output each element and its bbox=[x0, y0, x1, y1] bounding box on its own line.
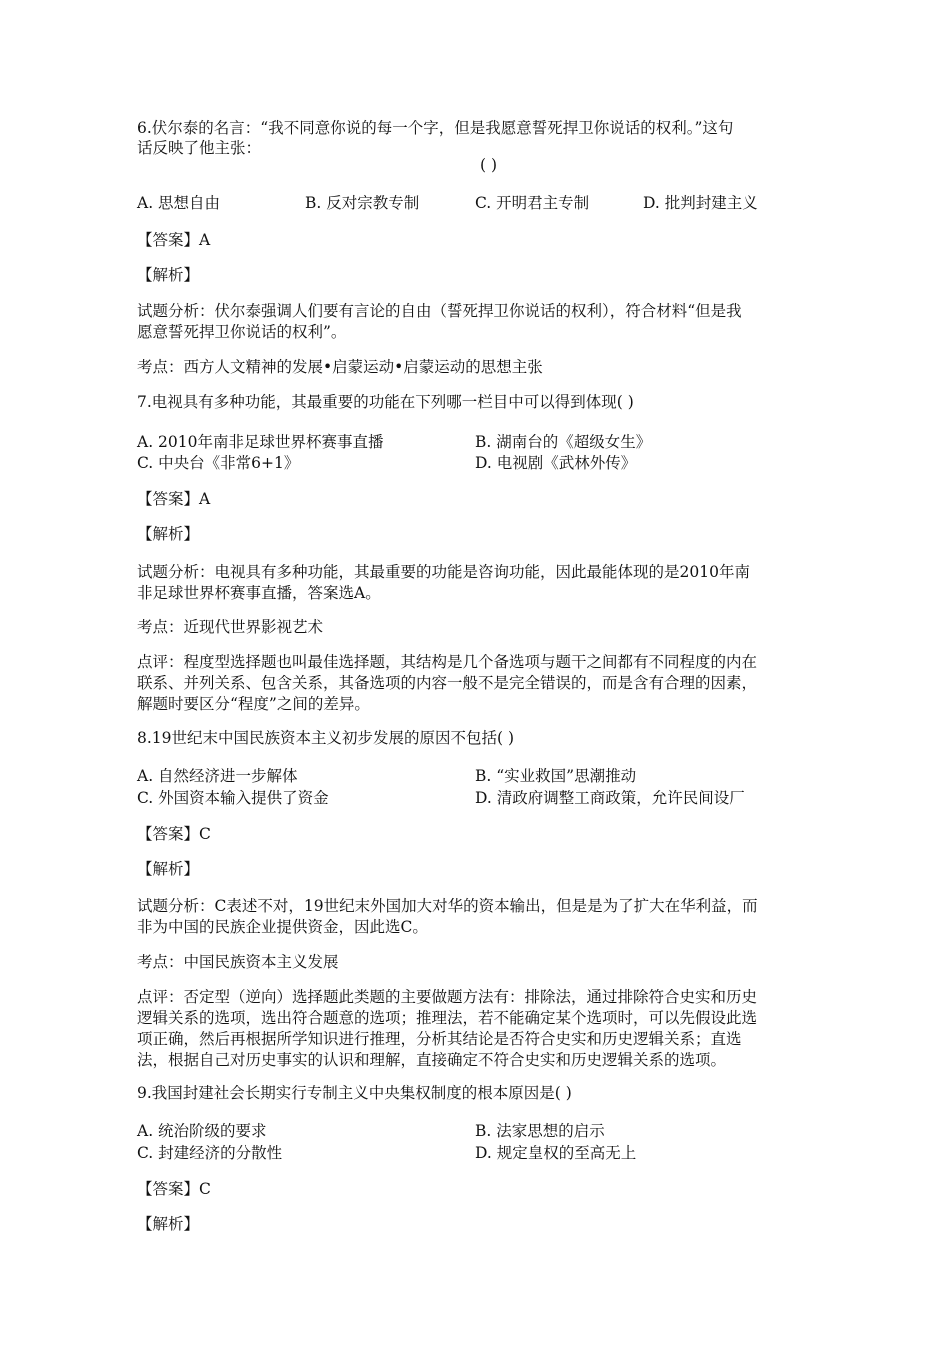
q7-analysis-line2: 非足球世界杯赛事直播，答案选A。 bbox=[137, 584, 381, 602]
q6-answer-paren: ( ) bbox=[480, 156, 498, 174]
q9-option-c: C. 封建经济的分散性 bbox=[137, 1144, 283, 1162]
q9-analysis-label: 【解析】 bbox=[137, 1215, 200, 1233]
q8-answer: 【答案】C bbox=[137, 825, 211, 843]
q6-analysis-line2: 愿意誓死捍卫你说话的权利”。 bbox=[137, 323, 347, 341]
q8-analysis-line1: 试题分析：C表述不对，19世纪末外国加大对华的资本输出，但是是为了扩大在华利益，而 bbox=[137, 897, 758, 915]
q6-answer: 【答案】A bbox=[137, 231, 211, 249]
q7-option-d: D. 电视剧《武林外传》 bbox=[475, 454, 637, 472]
q6-option-c: C. 开明君主专制 bbox=[475, 194, 590, 212]
q6-kaodian: 考点：西方人文精神的发展•启蒙运动•启蒙运动的思想主张 bbox=[137, 358, 543, 376]
q9-stem: 9.我国封建社会长期实行专制主义中央集权制度的根本原因是( ) bbox=[137, 1084, 572, 1102]
q6-stem-line1: 6.伏尔泰的名言：“我不同意你说的每一个字，但是我愿意誓死捍卫你说话的权利。”这句 bbox=[137, 119, 734, 137]
q7-comment-line2: 联系、并列关系、包含关系，其备选项的内容一般不是完全错误的，而是含有合理的因素， bbox=[137, 674, 758, 692]
q7-stem: 7.电视具有多种功能，其最重要的功能在下列哪一栏目中可以得到体现( ) bbox=[137, 393, 634, 411]
q8-option-d: D. 清政府调整工商政策，允许民间设厂 bbox=[475, 789, 745, 807]
q7-option-a: A. 2010年南非足球世界杯赛事直播 bbox=[137, 433, 384, 451]
q9-option-d: D. 规定皇权的至高无上 bbox=[475, 1144, 637, 1162]
q6-option-d: D. 批判封建主义 bbox=[643, 194, 758, 212]
q6-option-a: A. 思想自由 bbox=[137, 194, 221, 212]
q7-option-c: C. 中央台《非常6+1》 bbox=[137, 454, 300, 472]
q7-option-b: B. 湖南台的《超级女生》 bbox=[475, 433, 652, 451]
q9-option-a: A. 统治阶级的要求 bbox=[137, 1122, 267, 1140]
q8-analysis-line2: 非为中国的民族企业提供资金，因此选C。 bbox=[137, 918, 428, 936]
q8-comment-line1: 点评：否定型（逆向）选择题此类题的主要做题方法有：排除法，通过排除符合史实和历史 bbox=[137, 988, 758, 1006]
q7-analysis-line1: 试题分析：电视具有多种功能，其最重要的功能是咨询功能，因此最能体现的是2010年南 bbox=[137, 563, 750, 581]
q7-comment-line1: 点评：程度型选择题也叫最佳选择题，其结构是几个备选项与题干之间都有不同程度的内在 bbox=[137, 653, 758, 671]
q8-option-b: B. “实业救国”思潮推动 bbox=[475, 767, 637, 785]
q8-option-a: A. 自然经济进一步解体 bbox=[137, 767, 298, 785]
q7-kaodian: 考点：近现代世界影视艺术 bbox=[137, 618, 324, 636]
q7-comment-line3: 解题时要区分“程度”之间的差异。 bbox=[137, 695, 370, 713]
q8-stem: 8.19世纪末中国民族资本主义初步发展的原因不包括( ) bbox=[137, 729, 515, 747]
q8-comment-line3: 项正确，然后再根据所学知识进行推理，分析其结论是否符合史实和历史逻辑关系；直选 bbox=[137, 1030, 742, 1048]
q7-analysis-label: 【解析】 bbox=[137, 525, 200, 543]
q6-option-b: B. 反对宗教专制 bbox=[305, 194, 420, 212]
q6-analysis-label: 【解析】 bbox=[137, 266, 200, 284]
q9-option-b: B. 法家思想的启示 bbox=[475, 1122, 605, 1140]
q8-analysis-label: 【解析】 bbox=[137, 860, 200, 878]
q8-comment-line2: 逻辑关系的选项，选出符合题意的选项；推理法，若不能确定某个选项时，可以先假设此选 bbox=[137, 1009, 758, 1027]
q8-kaodian: 考点：中国民族资本主义发展 bbox=[137, 953, 339, 971]
q8-option-c: C. 外国资本输入提供了资金 bbox=[137, 789, 329, 807]
q8-comment-line4: 法，根据自己对历史事实的认识和理解，直接确定不符合史实和历史逻辑关系的选项。 bbox=[137, 1051, 727, 1069]
q6-analysis-line1: 试题分析：伏尔泰强调人们要有言论的自由（誓死捍卫你说话的权利），符合材料“但是我 bbox=[137, 302, 742, 320]
q6-stem-line2: 话反映了他主张： bbox=[137, 139, 262, 157]
q7-answer: 【答案】A bbox=[137, 490, 211, 508]
q9-answer: 【答案】C bbox=[137, 1180, 211, 1198]
